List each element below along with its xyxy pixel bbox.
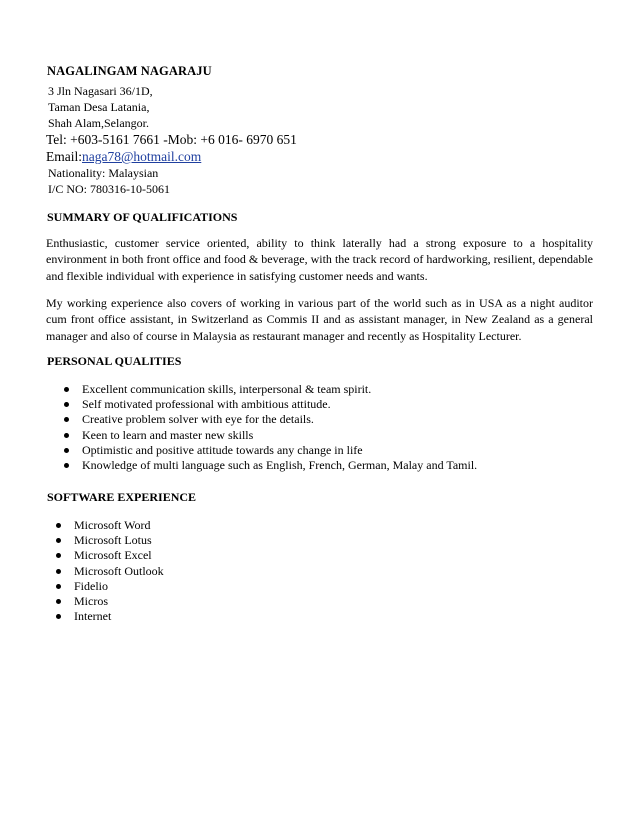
- email-label: Email:: [46, 149, 82, 164]
- software-experience-heading: SOFTWARE EXPERIENCE: [47, 490, 197, 504]
- address-line-3: Shah Alam,Selangor.: [48, 116, 149, 130]
- list-item: Excellent communication skills, interpersonal & team spirit.: [64, 382, 477, 397]
- bullet-icon: [64, 433, 69, 438]
- applicant-name: NAGALINGAM NAGARAJU: [47, 64, 212, 78]
- personal-qualities-list: [64, 382, 477, 473]
- bullet-icon: [56, 599, 61, 604]
- list-item: Microsoft Word: [56, 518, 164, 533]
- summary-paragraph-2: My working experience also covers of working in various part of the world such as in USA as a night auditor cum front office assistant, in Switzerland as Commis II and as assistant manager, in New Zealand as a general manager and also of course in Malaysia as restaurant manager and recently as Hospitality Lecturer.: [46, 296, 593, 343]
- bullet-icon: [56, 614, 61, 619]
- address-line-1: 3 Jln Nagasari 36/1D,: [48, 84, 153, 98]
- bullet-icon: [56, 584, 61, 589]
- list-item: Self motivated professional with ambitious attitude.: [64, 397, 477, 412]
- email-link[interactable]: naga78@hotmail.com: [82, 149, 202, 164]
- list-item: Creative problem solver with eye for the details.: [64, 412, 477, 427]
- bullet-icon: [56, 553, 61, 558]
- list-item: Microsoft Lotus: [56, 533, 164, 548]
- ic-number-line: I/C NO: 780316-10-5061: [48, 182, 170, 196]
- summary-heading: SUMMARY OF QUALIFICATIONS: [47, 210, 238, 224]
- bullet-icon: [64, 417, 69, 422]
- list-item: Optimistic and positive attitude towards any change in life: [64, 443, 477, 458]
- list-item: Internet: [56, 609, 164, 624]
- summary-paragraph-1: Enthusiastic, customer service oriented, ability to think laterally had a strong exposure to a hospitality environment in both front office and food & beverage, with the track record of hardworking, resilient, dependable and flexible individual with experience in satisfying customer needs and wants.: [46, 236, 593, 283]
- list-item: Microsoft Outlook: [56, 564, 164, 579]
- bullet-icon: [56, 538, 61, 543]
- bullet-icon: [64, 448, 69, 453]
- list-item: Keen to learn and master new skills: [64, 428, 477, 443]
- bullet-icon: [64, 387, 69, 392]
- email-line: [46, 148, 584, 165]
- phone-line: Tel: +603-5161 7661 -Mob: +6 016- 6970 651: [46, 132, 297, 147]
- list-item: Microsoft Excel: [56, 548, 164, 563]
- bullet-icon: [64, 463, 69, 468]
- list-item: Knowledge of multi language such as English, French, German, Malay and Tamil.: [64, 458, 477, 473]
- personal-qualities-heading: PERSONAL QUALITIES: [47, 354, 182, 368]
- list-item: Fidelio: [56, 579, 164, 594]
- list-item: Micros: [56, 594, 164, 609]
- contact-block: [44, 64, 584, 197]
- bullet-icon: [64, 402, 69, 407]
- software-experience-list: [56, 518, 164, 624]
- bullet-icon: [56, 523, 61, 528]
- address-line-2: Taman Desa Latania,: [48, 100, 150, 114]
- bullet-icon: [56, 569, 61, 574]
- nationality-line: Nationality: Malaysian: [48, 166, 159, 180]
